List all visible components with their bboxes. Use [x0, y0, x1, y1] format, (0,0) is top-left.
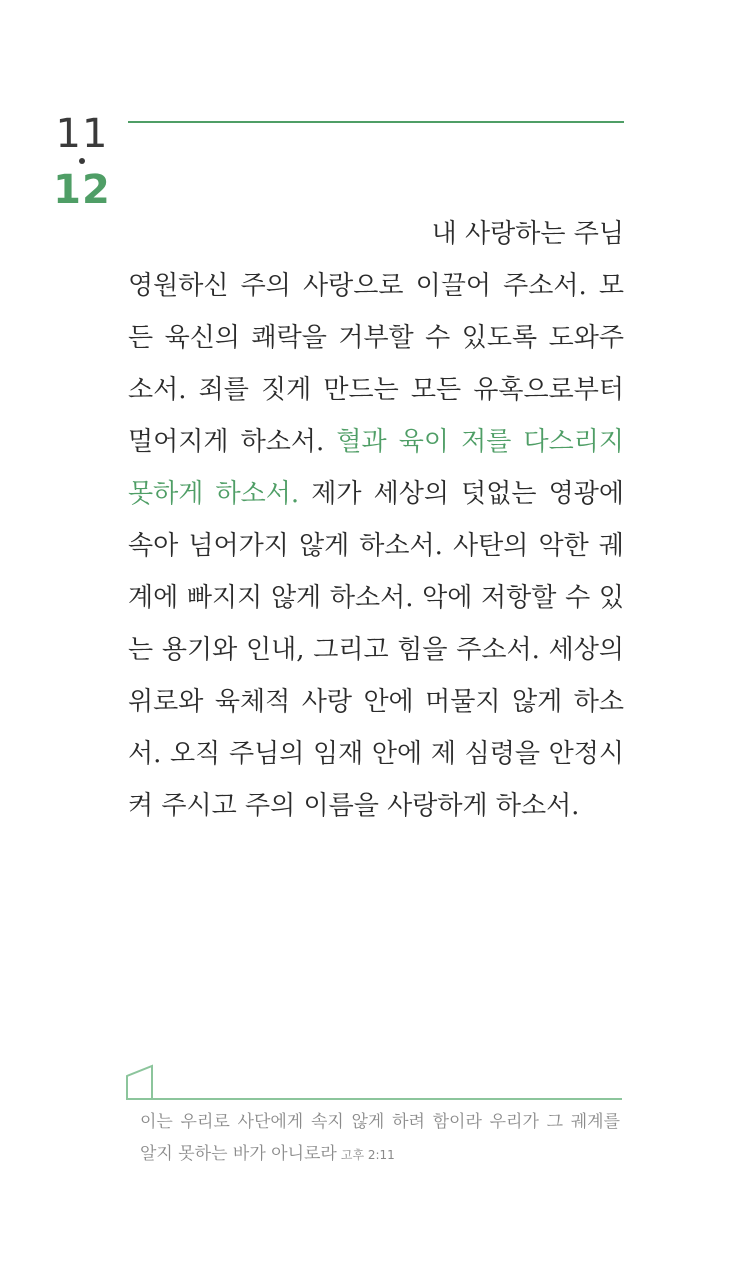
bookmark-tab-icon	[126, 1064, 156, 1100]
date-block	[52, 112, 112, 212]
top-divider	[128, 121, 624, 123]
prayer-text-after: 제가 세상의 덧없는 영광에 속아 넘어가지 않게 하소서. 사탄의 악한 궤계에 빠지지 않게 하소서. 악에 저항할 수 있는 용기와 인내, 그리고 힘을 주소서. 세상의 위로와 육체적 사랑 안에 머물지 않게 하소서. 오직 주님의 임재 안에 제 심령을 안정시켜 주시고 주의 이름을 사랑하게 하소서.	[128, 479, 624, 821]
date-day: 12	[53, 167, 111, 213]
prayer-highlight: 혈과 육이 저를 다스리지 못하게 하소서.	[128, 427, 624, 509]
date-separator-dot	[79, 158, 85, 164]
date-month: 11	[55, 111, 109, 157]
prayer-opening: 내 사랑하는 주님	[431, 219, 624, 249]
bible-verse	[140, 1106, 620, 1171]
prayer-text-before: 영원하신 주의 사랑으로 이끌어 주소서. 모든 육신의 쾌락을 거부할 수 있도록 도와주소서. 죄를 짓게 만드는 모든 유혹으로부터 멀어지게 하소서.	[128, 271, 624, 457]
prayer-body	[128, 260, 624, 832]
verse-text: 이는 우리로 사단에게 속지 않게 하려 함이라 우리가 그 궤계를 알지 못하는 바가 아니로라	[140, 1112, 620, 1164]
verse-divider	[126, 1098, 622, 1100]
prayer-text	[128, 208, 624, 832]
verse-reference: 고후 2:11	[340, 1148, 395, 1162]
